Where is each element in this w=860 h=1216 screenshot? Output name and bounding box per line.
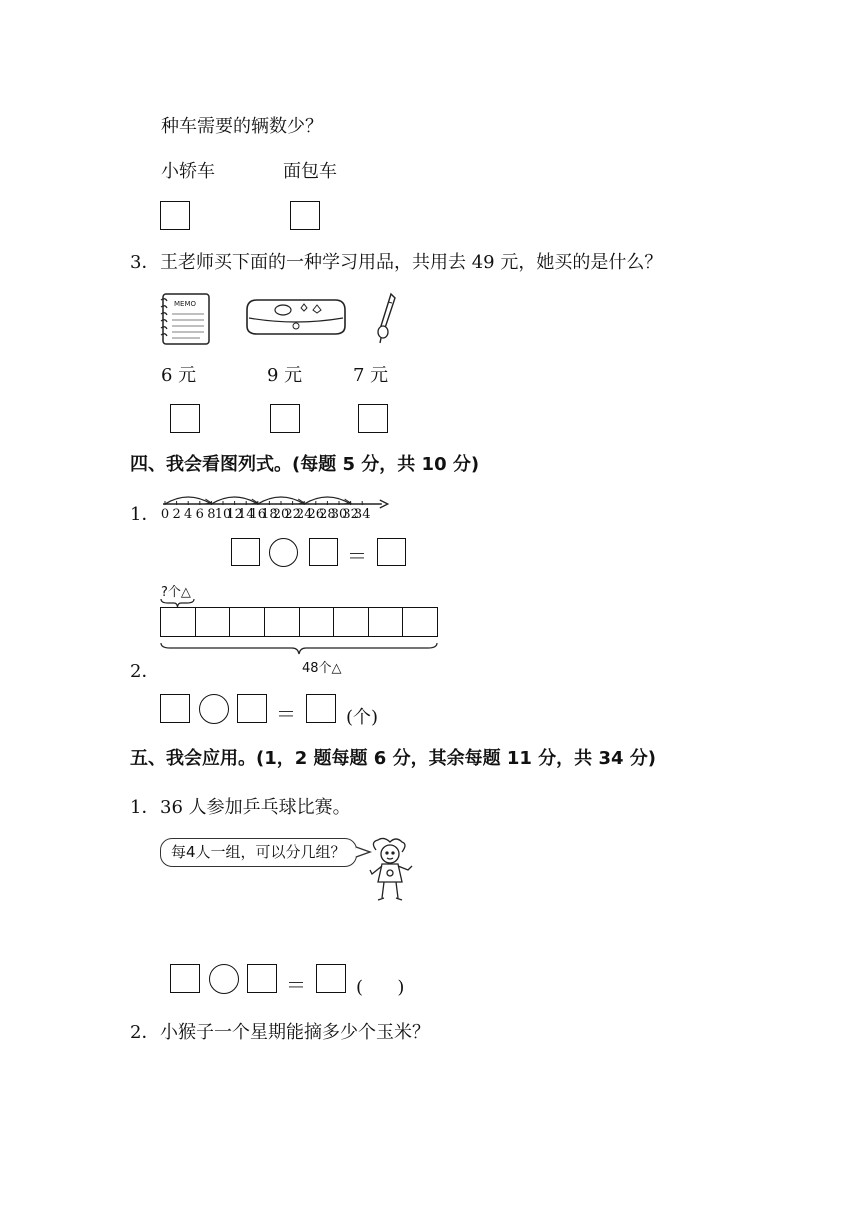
s4-q2-operand-box-2[interactable] — [237, 694, 267, 723]
number-line-tick-label: 30 — [330, 507, 348, 522]
s5-q1-unit-blank[interactable]: ( ) — [356, 977, 405, 998]
q3-answer-box-1[interactable] — [170, 404, 200, 433]
child-figure-icon — [368, 836, 414, 908]
number-line-tick-label: 18 — [261, 507, 278, 522]
s5-q1-speech-bubble: 每4人一组，可以分几组？ — [160, 838, 357, 867]
number-line-tick-label: 24 — [295, 507, 313, 522]
s4-q2-bottom-label: 48个△ — [302, 661, 342, 676]
segment-cell — [369, 607, 404, 637]
s5-q1-operator-circle[interactable] — [209, 964, 239, 994]
number-line-tick-label: 34 — [353, 507, 371, 522]
s4-q2-equals-sign: ＝ — [276, 702, 296, 726]
q3-number: 3． — [130, 252, 160, 273]
number-line-tick-label: 14 — [237, 507, 255, 522]
s5-q1-result-box[interactable] — [316, 964, 346, 993]
segment-cell — [160, 607, 196, 637]
s4-q1-operand-box-1[interactable] — [231, 538, 260, 566]
s4-q2-operator-circle[interactable] — [199, 694, 229, 724]
q3-price-3: 7 元 — [353, 365, 389, 386]
number-line-tick-label: 26 — [307, 507, 325, 522]
s4-q2-operand-box-1[interactable] — [160, 694, 190, 723]
section-4-heading: 四、我会看图列式。(每题 5 分，共 10 分) — [130, 454, 480, 475]
number-line-tick-label: 28 — [319, 507, 336, 522]
segment-cell — [403, 607, 438, 637]
segment-cell — [230, 607, 265, 637]
q3-price-1: 6 元 — [161, 365, 197, 386]
s5-q1-number: 1． — [130, 797, 160, 818]
q3-text: 王老师买下面的一种学习用品，共用去 49 元，她买的是什么？ — [160, 252, 663, 273]
number-line — [150, 492, 570, 522]
s4-q1-equals-sign: ＝ — [347, 544, 367, 568]
s5-q1-operand-box-2[interactable] — [247, 964, 277, 993]
s4-q1-result-box[interactable] — [377, 538, 406, 566]
s4-q1-operand-box-2[interactable] — [309, 538, 338, 566]
number-line-tick-label: 6 — [195, 507, 204, 522]
segment-cell — [300, 607, 335, 637]
number-line-tick-label: 2 — [172, 507, 181, 522]
s4-q2-unit: (个) — [346, 707, 379, 728]
q2-option-b-answer-box[interactable] — [290, 201, 320, 230]
memo-label: MEMO — [174, 300, 197, 308]
q3-answer-box-2[interactable] — [270, 404, 300, 433]
q2-option-a-answer-box[interactable] — [160, 201, 190, 230]
segment-cell — [196, 607, 231, 637]
s5-q1-text: 36 人参加乒乓球比赛。 — [160, 797, 351, 818]
number-line-tick-label: 22 — [284, 507, 301, 522]
pencil-case-icon — [243, 296, 349, 338]
number-line-tick-label: 16 — [249, 507, 267, 522]
q2-option-b-label: 面包车 — [283, 161, 337, 182]
number-line-tick-label: 32 — [342, 507, 359, 522]
segment-cell — [265, 607, 300, 637]
number-line-tick-label: 0 — [160, 507, 170, 522]
section-5-heading: 五、我会应用。(1，2 题每题 6 分，其余每题 11 分，共 34 分) — [130, 748, 656, 769]
number-line-tick-label: 12 — [226, 507, 243, 522]
s5-q2-text: 小猴子一个星期能摘多少个玉米？ — [160, 1022, 430, 1043]
s4-q2-segment-bar — [160, 607, 438, 637]
number-line-tick-label: 20 — [272, 507, 290, 522]
segment-cell — [334, 607, 369, 637]
q3-price-2: 9 元 — [267, 365, 303, 386]
s4-q1-operator-circle[interactable] — [269, 538, 298, 567]
q2-continued-text: 种车需要的辆数少？ — [161, 116, 323, 137]
number-line-tick-label: 8 — [207, 507, 216, 522]
pen-icon — [375, 292, 399, 344]
number-line-tick-label: 10 — [214, 507, 232, 522]
q3-answer-box-3[interactable] — [358, 404, 388, 433]
s5-q1-equals-sign: ＝ — [286, 973, 306, 997]
memo-notebook-icon — [160, 292, 212, 346]
s4-q1-number: 1． — [130, 504, 160, 525]
s4-q2-bottom-brace — [160, 642, 440, 656]
s4-q2-result-box[interactable] — [306, 694, 336, 723]
number-line-tick-label: 4 — [184, 507, 193, 522]
q2-option-a-label: 小轿车 — [161, 161, 215, 182]
s4-q2-number: 2． — [130, 661, 160, 682]
s5-q1-operand-box-1[interactable] — [170, 964, 200, 993]
s4-q2-top-label: ?个△ — [161, 585, 191, 600]
s5-q2-number: 2． — [130, 1022, 160, 1043]
